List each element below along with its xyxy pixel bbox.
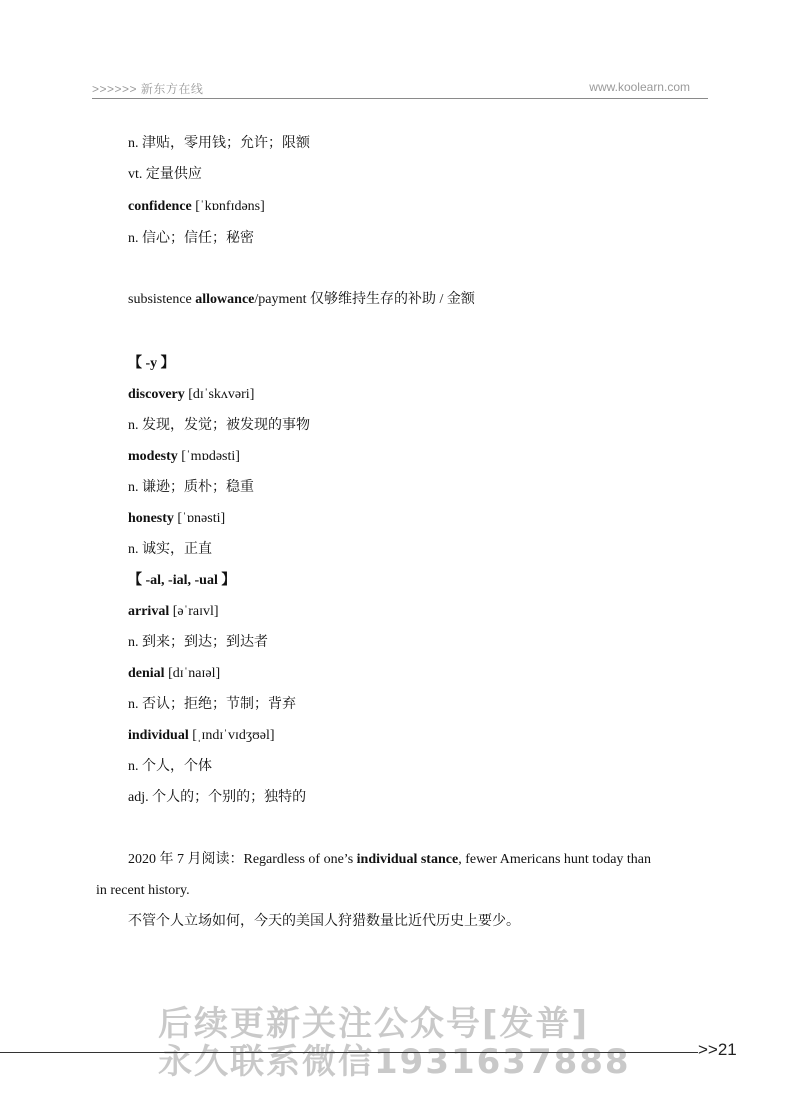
section-heading-text: 【 -y 】 xyxy=(128,356,175,371)
headword: modesty xyxy=(128,449,178,464)
headword: individual xyxy=(128,728,189,743)
definition-line: n. 诚实，正直 xyxy=(128,542,212,557)
headword: denial xyxy=(128,666,165,681)
word-entry xyxy=(128,385,254,405)
definition-line: n. 津贴，零用钱；允许；限额 xyxy=(128,136,310,151)
phonetic: [ˌɪndɪˈvɪdʒʊəl] xyxy=(188,728,275,743)
word-entry xyxy=(128,726,275,746)
section-heading xyxy=(128,571,235,591)
word-entry xyxy=(128,197,265,217)
definition-line: vt. 定量供应 xyxy=(128,167,202,182)
header-brand: >>>>>> 新东方在线 xyxy=(92,82,204,96)
phonetic: [dɪˈskʌvəri] xyxy=(184,387,255,402)
definition-line: n. 到来；到达；到达者 xyxy=(128,635,268,650)
definition-line: n. 发现，发觉；被发现的事物 xyxy=(128,418,310,433)
word-entry xyxy=(128,509,225,529)
example-keyword: individual stance xyxy=(356,852,459,867)
example-sentence-continued: in recent history. xyxy=(96,883,190,898)
footer-rule xyxy=(0,1052,698,1053)
headword: confidence xyxy=(128,199,192,214)
section-heading xyxy=(128,354,175,374)
definition-line: n. 否认；拒绝；节制；背弃 xyxy=(128,697,296,712)
headword: discovery xyxy=(128,387,185,402)
phonetic: [ˈkɒnfɪdəns] xyxy=(191,199,265,214)
example-text: , fewer Americans hunt today than xyxy=(458,852,652,867)
watermark-line-2: 永久联系微信1931637888 xyxy=(158,1042,631,1082)
phrase-text: subsistence xyxy=(128,292,196,307)
headword: arrival xyxy=(128,604,170,619)
phrase-keyword: allowance xyxy=(195,292,255,307)
word-entry xyxy=(128,664,220,684)
example-sentence xyxy=(128,850,651,870)
example-text: 2020 年 7 月阅读：Regardless of one’s xyxy=(128,852,357,867)
definition-line: n. 个人，个体 xyxy=(128,759,212,774)
header-url: www.koolearn.com xyxy=(589,80,690,94)
phrase-line xyxy=(128,290,475,310)
section-heading-text: 【 -al, -ial, -ual 】 xyxy=(128,573,236,588)
phonetic: [ˈmɒdəsti] xyxy=(177,449,240,464)
example-translation: 不管个人立场如何，今天的美国人狩猎数量比近代历史上要少。 xyxy=(128,914,520,929)
page-header xyxy=(92,80,708,99)
phrase-text: /payment 仅够维持生存的补助 / 金额 xyxy=(254,292,475,307)
word-entry xyxy=(128,602,219,622)
phonetic: [əˈraɪvl] xyxy=(169,604,219,619)
definition-line: n. 信心；信任；秘密 xyxy=(128,231,254,246)
definition-line: adj. 个人的；个别的；独特的 xyxy=(128,790,307,805)
phonetic: [dɪˈnaɪəl] xyxy=(164,666,221,681)
word-entry xyxy=(128,447,240,467)
phonetic: [ˈɒnəsti] xyxy=(173,511,226,526)
headword: honesty xyxy=(128,511,174,526)
page-number: >>21 xyxy=(698,1040,737,1059)
definition-line: n. 谦逊；质朴；稳重 xyxy=(128,480,254,495)
watermark-line-1: 后续更新关注公众号[发普] xyxy=(158,1004,590,1044)
